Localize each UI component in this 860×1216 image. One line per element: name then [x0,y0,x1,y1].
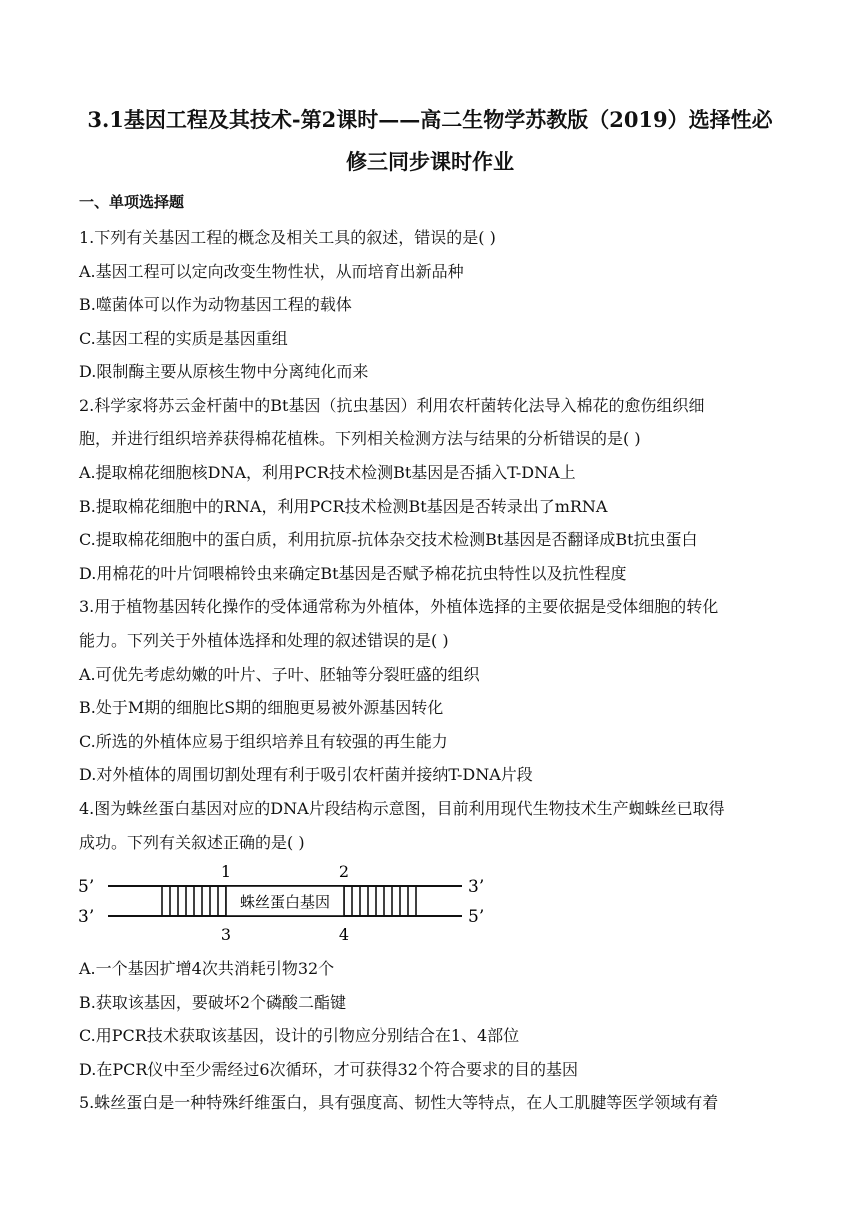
bottom-left-end-label: 3’ [78,907,95,927]
q2-option-c: C.提取棉花细胞中的蛋白质，利用抗原-抗体杂交技术检测Bt基因是否翻译成Bt抗虫蛋白 [79,530,698,549]
q2-option-a: A.提取棉花细胞核DNA，利用PCR技术检测Bt基因是否插入T-DNA上 [79,463,576,482]
q2-option-d: D.用棉花的叶片饲喂棉铃虫来确定Bt基因是否赋予棉花抗虫特性以及抗性程度 [79,564,627,583]
q4-option-a: A.一个基因扩增4次共消耗引物32个 [79,959,335,978]
q1-stem: 1.下列有关基因工程的概念及相关工具的叙述，错误的是( ) [79,228,496,247]
q1-option-d: D.限制酶主要从原核生物中分离纯化而来 [79,362,369,381]
q3-stem-line-2: 能力。下列关于外植体选择和处理的叙述错误的是( ) [79,631,449,650]
site-label-3: 3 [220,925,232,944]
q1-option-c: C.基因工程的实质是基因重组 [79,329,288,348]
left-base-pair-hatching [162,886,226,916]
site-label-4: 4 [338,925,350,944]
q4-stem-line-2: 成功。下列有关叙述正确的是( ) [79,833,305,852]
q3-stem-line-1: 3.用于植物基因转化操作的受体通常称为外植体，外植体选择的主要依据是受体细胞的转化 [79,597,719,616]
q3-option-d: D.对外植体的周围切割处理有利于吸引农杆菌并接纳T-DNA片段 [79,765,533,784]
section-heading: 一、单项选择题 [79,193,185,211]
q4-option-b: B.获取该基因，要破坏2个磷酸二酯键 [79,993,347,1012]
dna-segment-diagram [76,860,496,946]
q4-option-d: D.在PCR仪中至少需经过6次循环，才可获得32个符合要求的目的基因 [79,1060,578,1079]
q3-option-a: A.可优先考虑幼嫩的叶片、子叶、胚轴等分裂旺盛的组织 [79,665,480,684]
q1-option-b: B.噬菌体可以作为动物基因工程的载体 [79,295,352,314]
document-title-line-1: 3.1基因工程及其技术-第2课时——高二生物学苏教版（2019）选择性必 [87,107,773,132]
q2-stem-line-2: 胞，并进行组织培养获得棉花植株。下列相关检测方法与结果的分析错误的是( ) [79,429,641,448]
q4-option-c: C.用PCR技术获取该基因，设计的引物应分别结合在1、4部位 [79,1026,520,1045]
right-base-pair-hatching [344,886,416,916]
q2-stem-line-1: 2.科学家将苏云金杆菌中的Bt基因（抗虫基因）利用农杆菌转化法导入棉花的愈伤组织细 [79,396,705,415]
top-left-end-label: 5’ [78,877,95,897]
document-title-line-2: 修三同步课时作业 [346,149,514,174]
q1-option-a: A.基因工程可以定向改变生物性状，从而培育出新品种 [79,262,464,281]
bottom-right-end-label: 5’ [468,907,485,927]
q4-stem-line-1: 4.图为蛛丝蛋白基因对应的DNA片段结构示意图，目前利用现代生物技术生产蜘蛛丝已取得 [79,799,725,818]
gene-label: 蛛丝蛋白基因 [239,893,331,911]
q5-stem-line-1: 5.蛛丝蛋白是一种特殊纤维蛋白，具有强度高、韧性大等特点，在人工肌腱等医学领域有着 [79,1093,719,1112]
site-label-2: 2 [338,862,350,881]
site-label-1: 1 [220,862,232,881]
q3-option-c: C.所选的外植体应易于组织培养且有较强的再生能力 [79,732,448,751]
top-right-end-label: 3’ [468,877,485,897]
q2-option-b: B.提取棉花细胞中的RNA，利用PCR技术检测Bt基因是否转录出了mRNA [79,497,608,516]
q3-option-b: B.处于M期的细胞比S期的细胞更易被外源基因转化 [79,698,444,717]
